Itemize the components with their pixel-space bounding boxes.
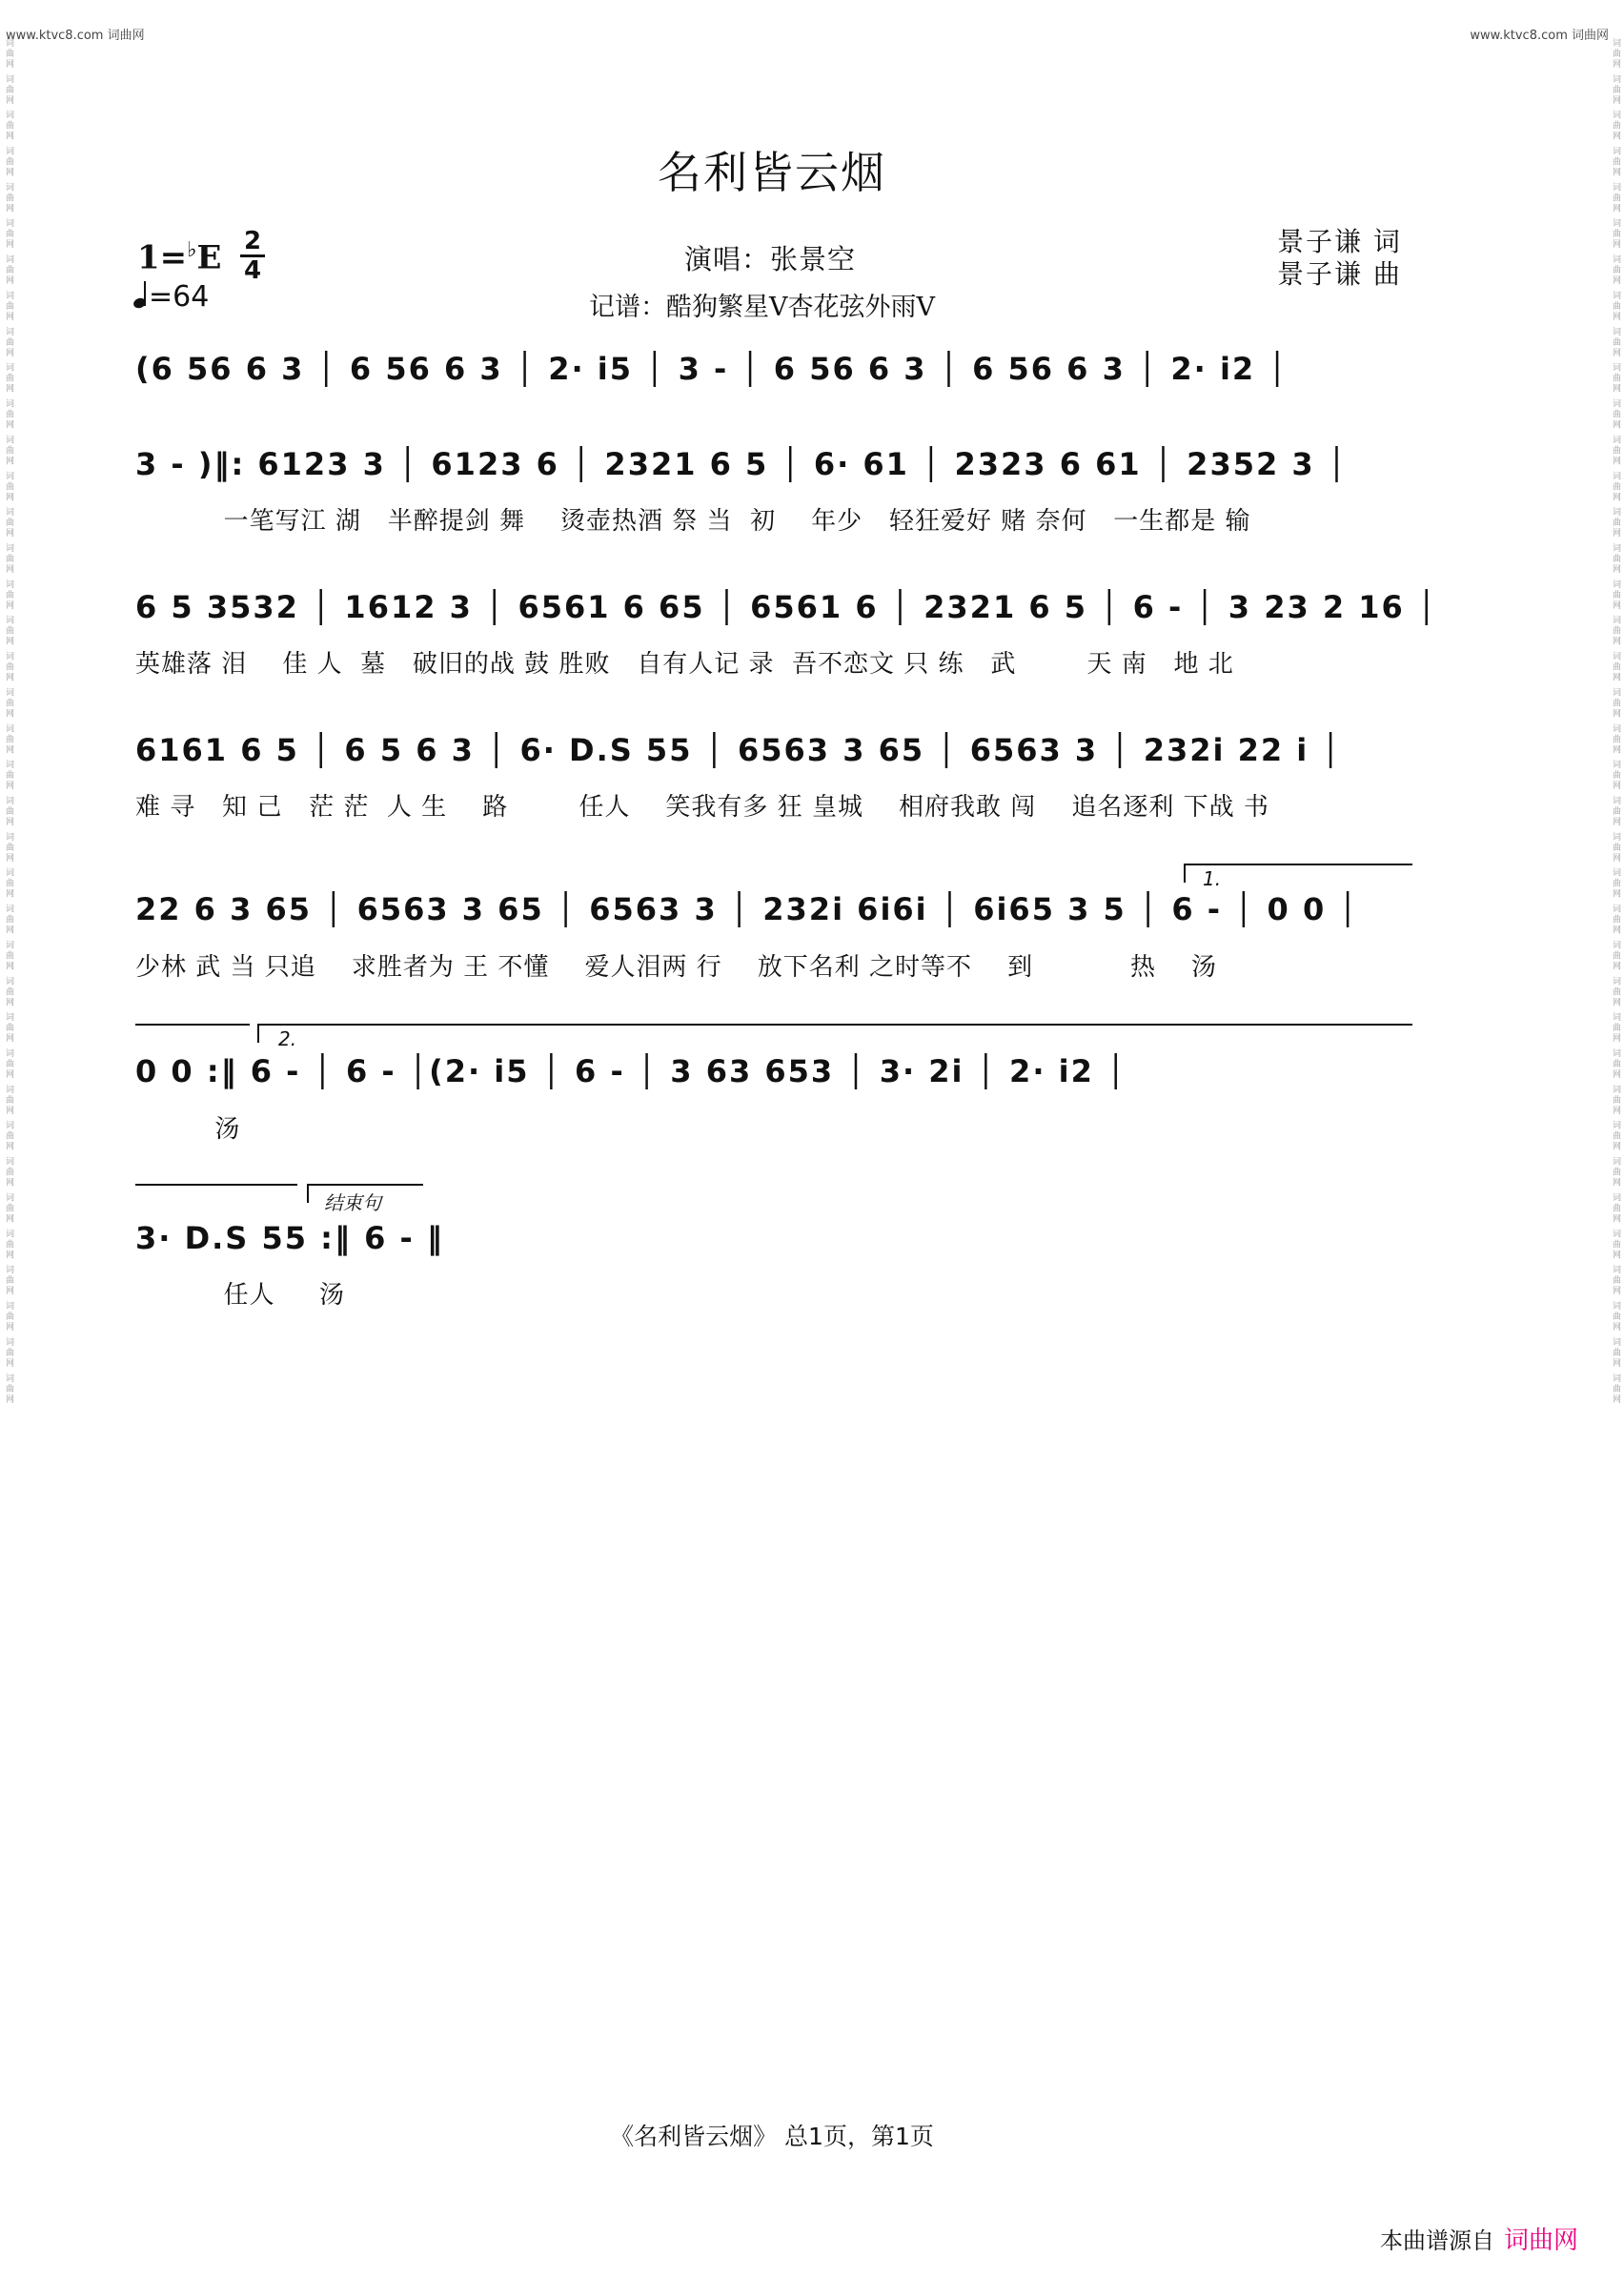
first-ending-label: 1. [1203, 867, 1222, 890]
source-prefix: 本曲谱源自 [1380, 2227, 1494, 2254]
notation-line-5: 22 6 3 65 │ 6563 3 65 │ 6563 3 │ 232i 6i6i │ 6i65 3 5 │ 6 - │ 0 0 │ [135, 891, 1359, 927]
notation-line-1: (6 56 6 3 │ 6 56 6 3 │ 2· i5 │ 3 - │ 6 56 6 3 │ 6 56 6 3 │ 2· i2 │ [135, 351, 1289, 387]
quarter-note-icon [133, 281, 149, 310]
notation-line-7: 3· D.S 55 :‖ 6 - ‖ [135, 1220, 444, 1256]
lyrics-line-5: 少林 武 当 只追 求胜者为 王 不懂 爱人泪两 行 放下名利 之时等不 到 热 汤 [135, 953, 1218, 982]
source-brand-link[interactable]: 词曲网 [1504, 2226, 1579, 2255]
time-numerator: 2 [243, 227, 262, 255]
time-signature [240, 229, 265, 283]
flat-sign: ♭ [187, 238, 197, 262]
source-credit [1380, 2221, 1578, 2256]
second-ending-continuation [135, 1184, 297, 1186]
page-footer: 《名利皆云烟》 总1页，第1页 [610, 2123, 934, 2150]
notation-line-2: 3 - )‖: 6123 3 │ 6123 6 │ 2321 6 5 │ 6· 61 │ 2323 6 61 │ 2352 3 │ [135, 446, 1349, 482]
notation-line-3: 6 5 3532 │ 1612 3 │ 6561 6 65 │ 6561 6 │ 2321 6 5 │ 6 - │ 3 23 2 16 │ [135, 589, 1438, 625]
second-ending-bracket [257, 1024, 1412, 1043]
key-signature [137, 238, 221, 276]
side-watermark-right: 词曲网 词曲网 词曲网 词曲网 词曲网 词曲网 词曲网 词曲网 词曲网 词曲网 词曲网 词曲网 词曲网 词曲网 词曲网 词曲网 词曲网 词曲网 词曲网 词曲网 词曲网 词曲网 词曲网 词曲网 词曲网 词曲网 词曲网 词曲网 词曲网 词曲网 词曲网 词曲网 词曲网 词曲网 词曲网 词曲网 词曲网 词曲网 [1611, 38, 1620, 1405]
lyrics-line-6: 汤 [135, 1115, 241, 1144]
lyrics-line-3: 英雄落 泪 佳 人 墓 破旧的战 鼓 胜败 自有人记 录 吾不恋文 只 练 武 天 南 地 北 [135, 650, 1234, 679]
time-denominator: 4 [243, 256, 262, 285]
transcriber-credit: 记谱：酷狗繁星V杏花弦外雨V [589, 293, 935, 322]
tempo-marking [133, 280, 209, 314]
lyrics-line-4: 难 寻 知 己 茫 茫 人 生 路 任人 笑我有多 狂 皇城 相府我敢 闯 追名逐利 下战 书 [135, 793, 1269, 822]
lyrics-line-7: 任人 汤 [135, 1281, 345, 1310]
coda-label: 结束句 [324, 1191, 381, 1214]
side-watermark-left: 词曲网 词曲网 词曲网 词曲网 词曲网 词曲网 词曲网 词曲网 词曲网 词曲网 词曲网 词曲网 词曲网 词曲网 词曲网 词曲网 词曲网 词曲网 词曲网 词曲网 词曲网 词曲网 词曲网 词曲网 词曲网 词曲网 词曲网 词曲网 词曲网 词曲网 词曲网 词曲网 词曲网 词曲网 词曲网 词曲网 词曲网 词曲网 [4, 38, 13, 1405]
first-ending-continuation [135, 1024, 250, 1026]
watermark-right: www.ktvc8.com 词曲网 [1470, 29, 1609, 43]
tempo-value: =64 [149, 280, 210, 314]
singer-credit: 演唱：张景空 [684, 243, 857, 275]
notation-line-6: 0 0 :‖ 6 - │ 6 - │(2· i5 │ 6 - │ 3 63 653 │ 3· 2i │ 2· i2 │ [135, 1053, 1127, 1089]
key-prefix: 1= [137, 238, 188, 277]
page-title: 名利皆云烟 [658, 147, 886, 198]
notation-line-4: 6161 6 5 │ 6 5 6 3 │ 6· D.S 55 │ 6563 3 65 │ 6563 3 │ 232i 22 i │ [135, 732, 1342, 768]
lyricist-credit: 景子谦 词 [1277, 226, 1402, 257]
watermark-left: www.ktvc8.com 词曲网 [6, 29, 145, 43]
second-ending-label: 2. [278, 1027, 297, 1050]
composer-credit: 景子谦 曲 [1277, 258, 1402, 290]
key-letter: E [196, 238, 222, 277]
lyrics-line-2: 一笔写江 湖 半醉提剑 舞 烫壶热酒 祭 当 初 年少 轻狂爱好 赌 奈何 一生都是 输 [135, 507, 1251, 536]
